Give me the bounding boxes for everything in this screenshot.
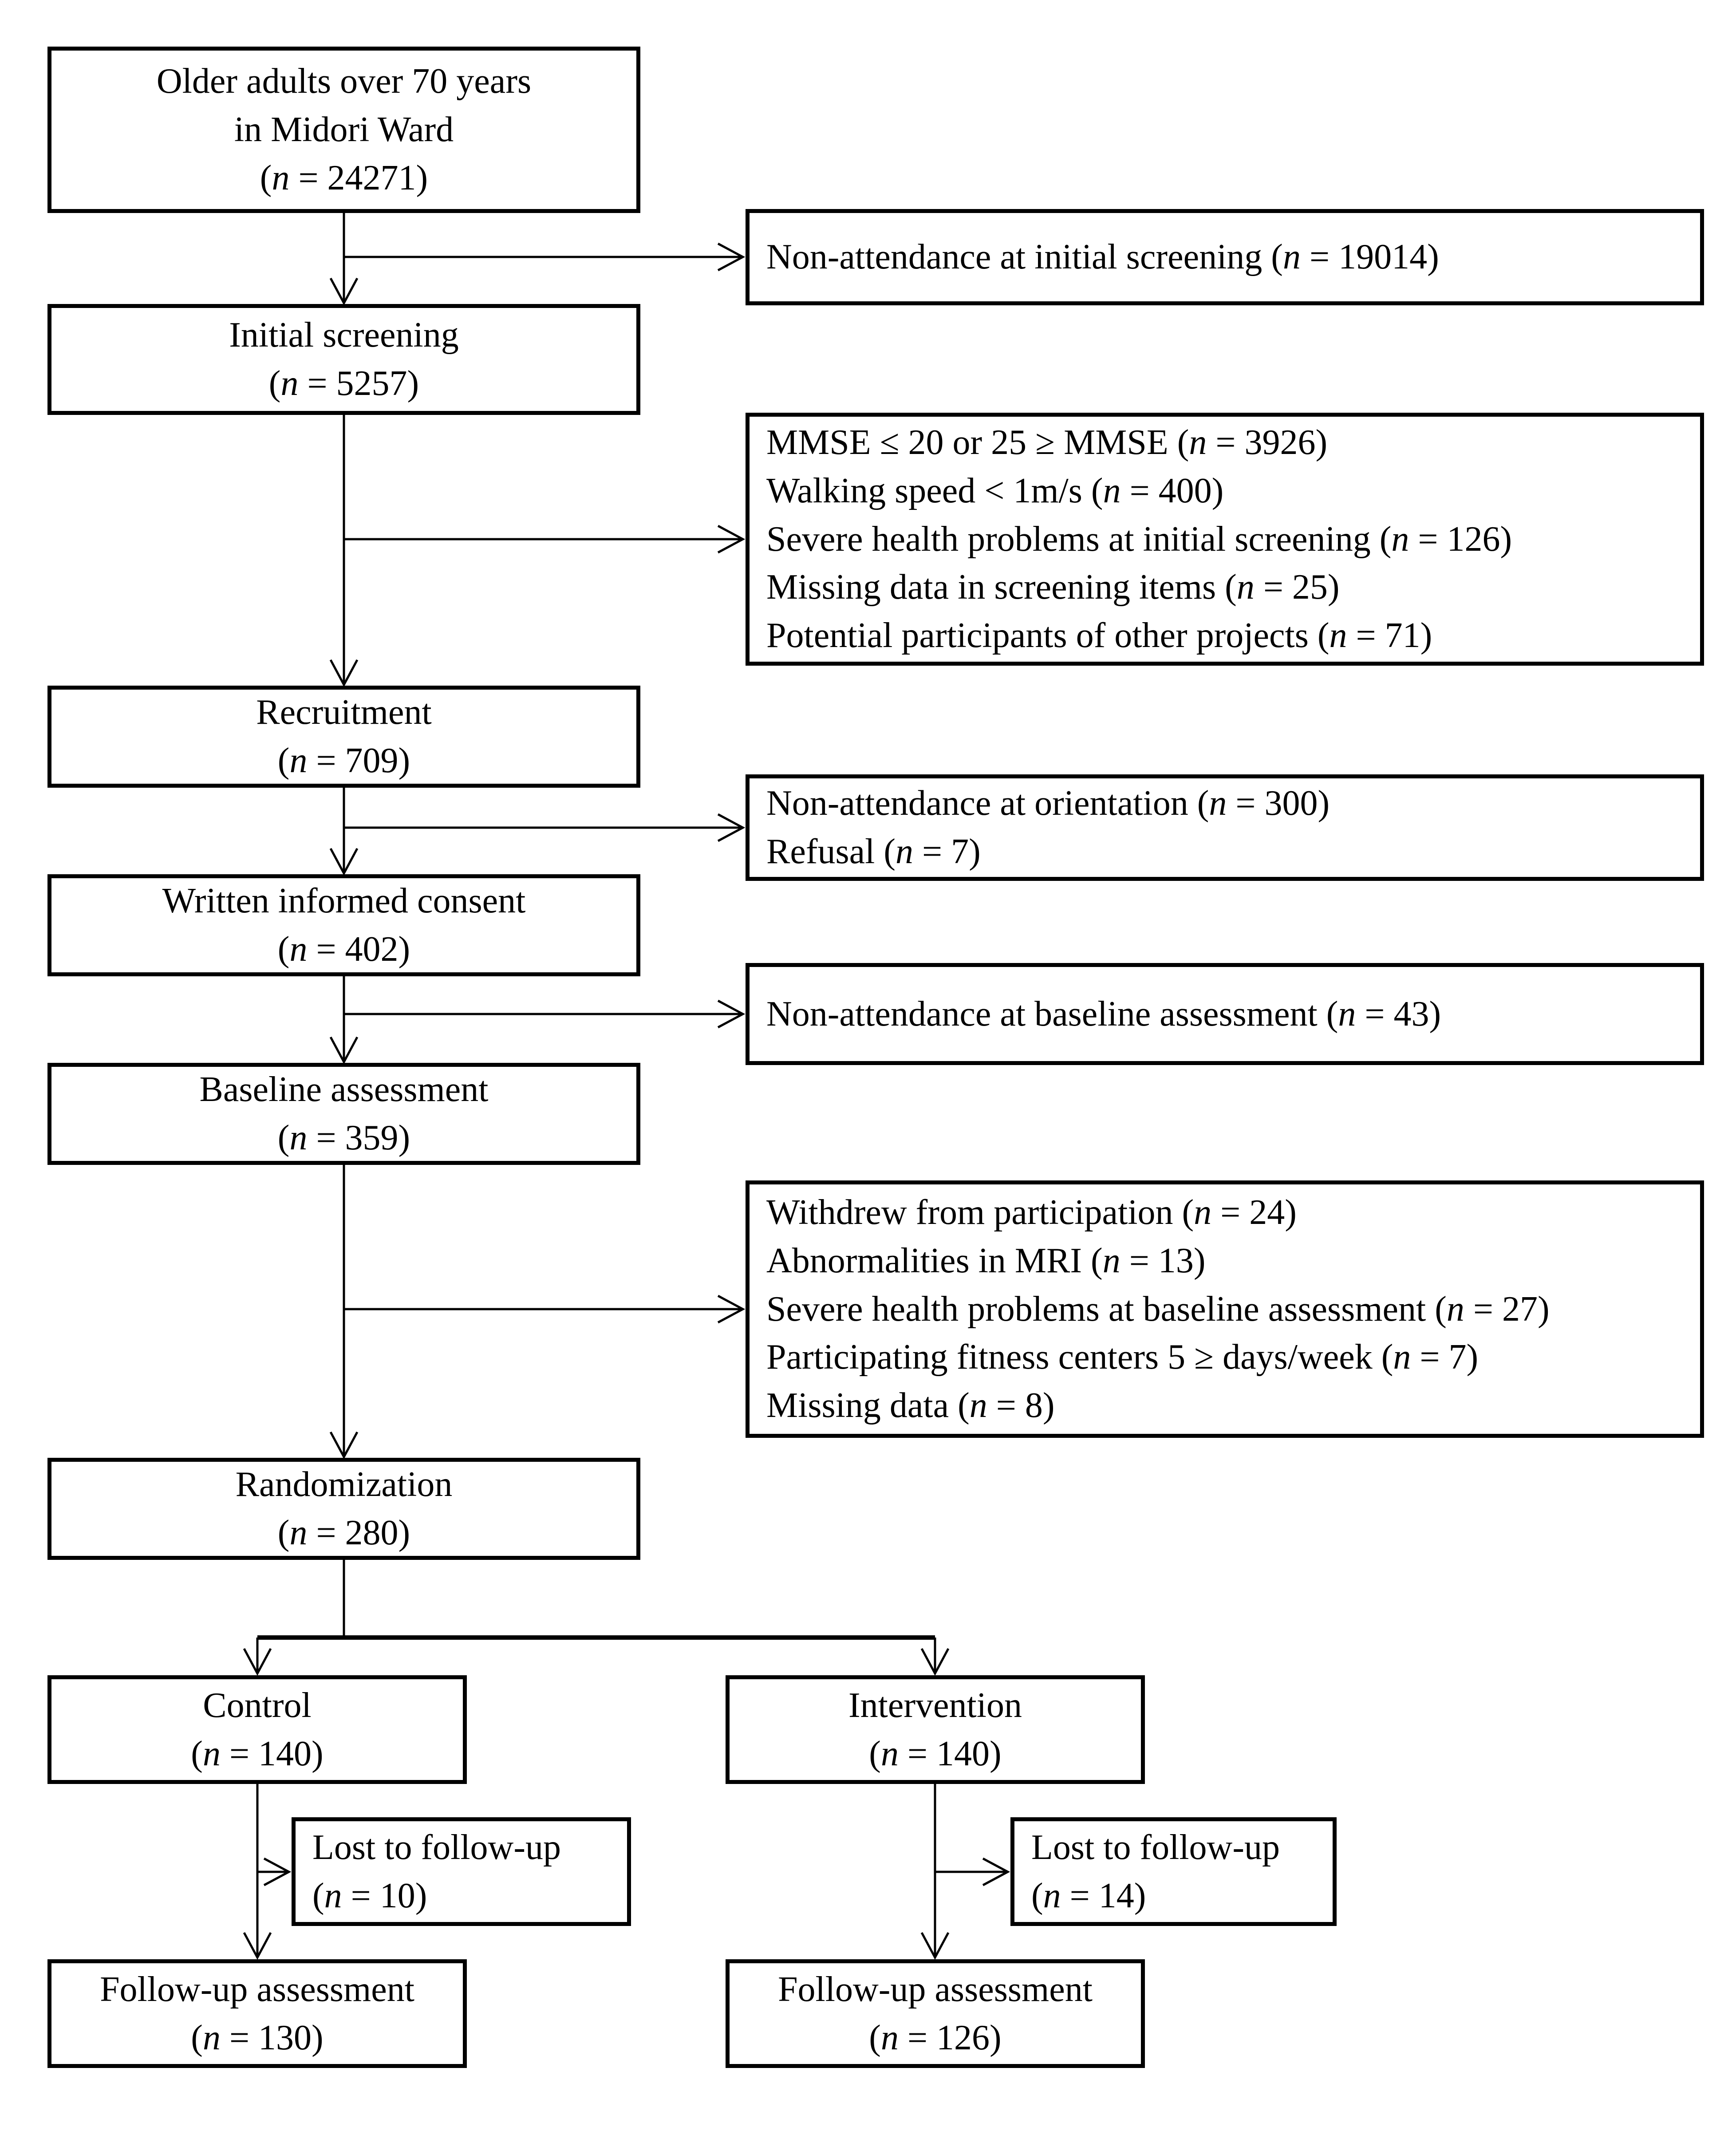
text-line: Randomization	[235, 1465, 453, 1504]
text-line: Severe health problems at initial screening (n = 126)	[766, 519, 1512, 559]
text-line: Missing data in screening items (n = 25)	[766, 568, 1340, 607]
text-line: (n = 24271)	[260, 158, 428, 197]
box-followup-assessment-intervention	[726, 1959, 1145, 2068]
text-line: (n = 402)	[277, 930, 410, 969]
text-line: MMSE ≤ 20 or 25 ≥ MMSE (n = 3926)	[766, 423, 1328, 462]
box-exclusion-screening-criteria	[746, 413, 1704, 666]
box-exclusion-baseline-attendance	[746, 963, 1704, 1065]
text-line: in Midori Ward	[234, 110, 454, 150]
text-line: Follow-up assessment	[778, 1969, 1093, 2009]
box-lost-to-followup-control	[292, 1817, 631, 1926]
text-line: Lost to follow-up	[312, 1827, 561, 1867]
box-initial-screening	[47, 304, 640, 415]
text-line: (n = 126)	[869, 2018, 1002, 2057]
text-line: Refusal (n = 7)	[766, 832, 981, 871]
box-exclusion-initial-screening	[746, 209, 1704, 305]
text-line: (n = 10)	[312, 1876, 427, 1915]
text-line: Recruitment	[256, 693, 432, 732]
box-followup-assessment-control	[47, 1959, 467, 2068]
text-line: (n = 280)	[277, 1513, 410, 1552]
text-line: (n = 709)	[277, 741, 410, 780]
text-line: Initial screening	[229, 316, 459, 355]
box-baseline-assessment	[47, 1063, 640, 1165]
text-line: Withdrew from participation (n = 24)	[766, 1193, 1297, 1232]
text-line: Non-attendance at baseline assessment (n = 43)	[766, 994, 1441, 1034]
text-line: Baseline assessment	[199, 1070, 489, 1109]
text-line: Missing data (n = 8)	[766, 1386, 1055, 1425]
text-line: (n = 5257)	[268, 364, 419, 403]
text-line: Severe health problems at baseline assessment (n = 27)	[766, 1289, 1550, 1329]
text-line: Potential participants of other projects (n = 71)	[766, 616, 1432, 655]
box-randomization	[47, 1458, 640, 1560]
text-line: Non-attendance at initial screening (n = 19014)	[766, 237, 1439, 277]
text-line: Abnormalities in MRI (n = 13)	[766, 1241, 1206, 1280]
text-line: Walking speed < 1m/s (n = 400)	[766, 471, 1224, 510]
text-line: (n = 359)	[277, 1118, 410, 1157]
text-line: (n = 140)	[869, 1734, 1002, 1773]
box-intervention	[726, 1675, 1145, 1784]
box-population	[47, 47, 640, 213]
text-line: Non-attendance at orientation (n = 300)	[766, 784, 1330, 823]
box-lost-to-followup-intervention	[1010, 1817, 1337, 1926]
text-line: (n = 130)	[191, 2018, 324, 2057]
text-line: (n = 140)	[191, 1734, 324, 1773]
text-line: Participating fitness centers 5 ≥ days/week (n = 7)	[766, 1338, 1479, 1377]
text-line: Control	[203, 1685, 312, 1725]
box-recruitment	[47, 686, 640, 788]
text-line: Written informed consent	[162, 881, 526, 921]
box-written-informed-consent	[47, 874, 640, 976]
text-line: Older adults over 70 years	[156, 62, 532, 101]
box-exclusion-baseline-criteria	[746, 1180, 1704, 1438]
text-line: Intervention	[848, 1685, 1022, 1725]
text-line: (n = 14)	[1031, 1876, 1146, 1915]
box-control	[47, 1675, 467, 1784]
box-exclusion-orientation	[746, 774, 1704, 881]
text-line: Lost to follow-up	[1031, 1827, 1280, 1867]
text-line: Follow-up assessment	[100, 1969, 414, 2009]
